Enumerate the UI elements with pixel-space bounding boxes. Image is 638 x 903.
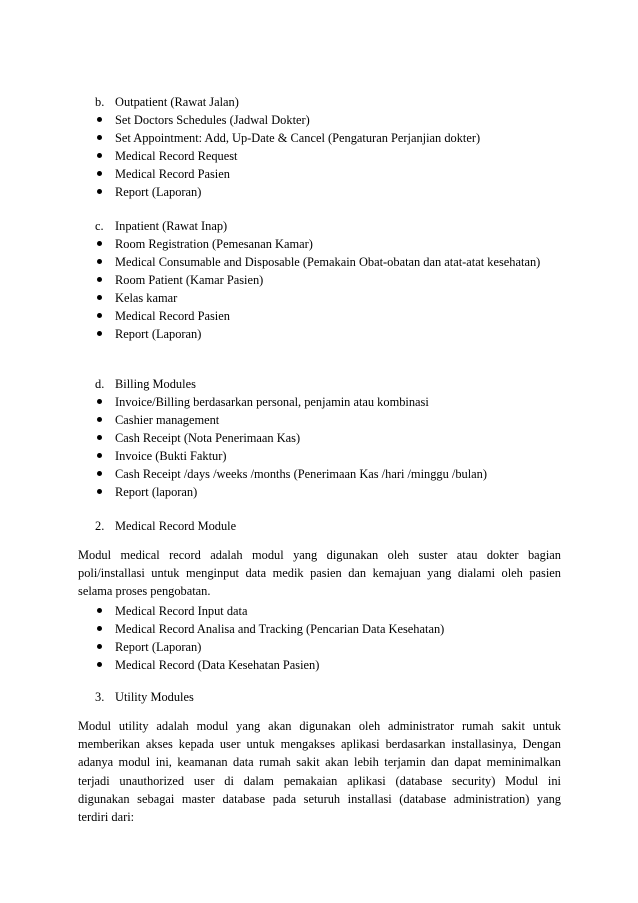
bullet-icon bbox=[97, 135, 102, 140]
bullet-icon bbox=[97, 435, 102, 440]
bullet-icon bbox=[97, 241, 102, 246]
section-c-heading bbox=[0, 217, 638, 235]
bullet-icon bbox=[97, 608, 102, 613]
bullet-icon bbox=[97, 277, 102, 282]
section-d-heading bbox=[0, 375, 638, 393]
bullet-icon bbox=[97, 189, 102, 194]
bullet-icon bbox=[97, 259, 102, 264]
bullet-icon bbox=[97, 331, 102, 336]
bullet-icon bbox=[97, 117, 102, 122]
section-title: Inpatient (Rawat Inap) bbox=[115, 219, 228, 233]
bullet-icon bbox=[97, 313, 102, 318]
bullet-icon bbox=[97, 471, 102, 476]
list-marker: 3. bbox=[95, 690, 105, 704]
section-title: Medical Record Module bbox=[115, 519, 237, 533]
list-marker: d. bbox=[95, 377, 105, 391]
list-marker: b. bbox=[95, 95, 105, 109]
section-2-paragraph: Modul medical record adalah modul yang digunakan oleh suster atau dokter bagian poli/installasi untuk menginput data medik pasien dan kemajuan yang dialami oleh pasien selama proses pengobatan. bbox=[78, 548, 561, 599]
section-2-heading bbox=[0, 517, 638, 535]
bullet-icon bbox=[97, 453, 102, 458]
bullet-icon bbox=[97, 153, 102, 158]
section-title: Outpatient (Rawat Jalan) bbox=[115, 95, 239, 109]
list-marker: c. bbox=[95, 219, 104, 233]
section-title: Utility Modules bbox=[115, 690, 194, 704]
bullet-icon bbox=[97, 644, 102, 649]
bullet-icon bbox=[97, 417, 102, 422]
section-3-paragraph: Modul utility adalah modul yang akan digunakan oleh administrator rumah sakit untuk memberikan akses kepada user untuk mengakses aplikasi berdasarkan installasinya, Dengan adanya modul ini, keamanan data rumah sakit akan lebih terjamin dan dapat meminimalkan terjadi unauthorized user di dalam pemakaian aplikasi (database security) Modul ini digunakan sebagai master database pada seturuh installasi (database administration) yang terdiri dari: bbox=[78, 719, 561, 824]
document-page: b. Outpatient (Rawat Jalan) Set Doctors Schedules (Jadwal Dokter) Set Appointment: Add, Up-Date & Cancel (Pengaturan Perjanjian dokter) Medical Record Request Medical Record Pasien Report (Laporan) c. Inpatient (Rawat Inap) Room Registration (Pemesanan Kamar) Medical Consumable and Disposable (Pemakain Obat-obatan dan atat-atat kesehatan) Room Patient (Kamar Pasien) Kelas kamar Medical Record Pasien Report (Laporan) d. Billing Modules Invoice/Billing berdasarkan personal, penjamin atau kombinasi Cashier management Cash Receipt (Nota Penerimaan Kas) Invoice (Bukti Faktur) Cash Receipt /days /weeks /months (Penerimaan Kas /hari /minggu /bulan) Report (laporan) 2. Medical Record Module Modul medical record adalah modul yang digunakan oleh suster atau dokter bagian poli/installasi untuk menginput data medik pasien dan kemajuan yang dialami oleh pasien selama proses pengobatan. Medical Record Input data Medical Record Analisa and Tracking (Pencarian Data Kesehatan) Report (Laporan) Medical Record (Data Kesehatan Pasien) 3. Utility Modules Modul utility adalah modul yang akan digunakan oleh administrator rumah sakit untuk memberikan akses kepada user untuk mengakses aplikasi berdasarkan installasinya, Dengan adanya modul ini, keamanan data rumah sakit akan lebih terjamin dan dapat meminimalkan terjadi unauthorized user di dalam pemakaian aplikasi (database security) Modul ini digunakan sebagai master database pada seturuh installasi (database administration) yang terdiri dari: bbox=[0, 0, 638, 903]
bullet-icon bbox=[97, 662, 102, 667]
bullet-icon bbox=[97, 171, 102, 176]
bullet-icon bbox=[97, 399, 102, 404]
bullet-icon bbox=[97, 626, 102, 631]
bullet-icon bbox=[97, 295, 102, 300]
section-b-heading bbox=[0, 93, 638, 111]
bullet-icon bbox=[97, 489, 102, 494]
section-3-heading bbox=[0, 688, 638, 706]
list-marker: 2. bbox=[95, 519, 105, 533]
section-title: Billing Modules bbox=[115, 377, 196, 391]
